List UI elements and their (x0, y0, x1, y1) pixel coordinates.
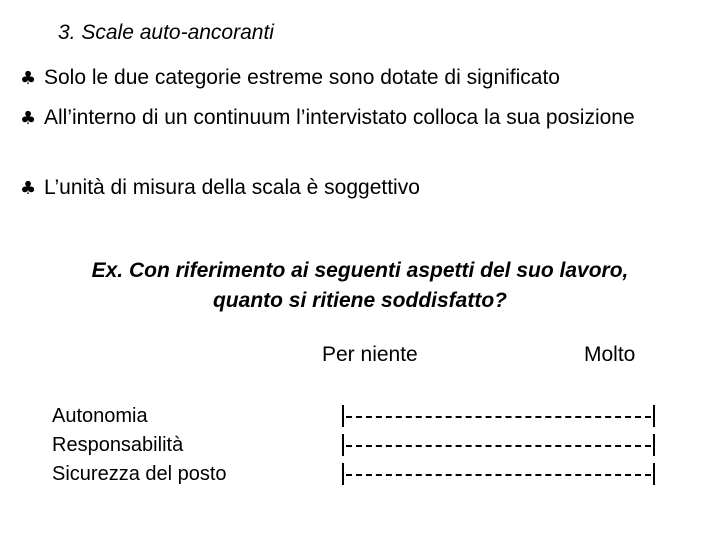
example-line-2: quanto si ritiene soddisfatto? (212, 289, 507, 312)
club-icon: ♣ (20, 68, 37, 89)
scale-right-bar (653, 405, 655, 427)
scale-high-label: Molto (584, 343, 636, 366)
scale-left-bar (342, 434, 344, 456)
bullet-text: All’interno di un continuum l’intervistato colloca la sua posizione (44, 106, 635, 129)
scale-right-bar (653, 434, 655, 456)
scale-line (342, 402, 655, 431)
club-icon: ♣ (20, 178, 37, 199)
bullet-item (20, 62, 700, 95)
example-question (20, 256, 700, 316)
item-label: Responsabilità (52, 434, 184, 456)
scale-line (342, 431, 655, 460)
example-line-1: Ex. Con riferimento ai seguenti aspetti del suo lavoro, (91, 259, 629, 282)
item-label: Autonomia (52, 405, 148, 427)
scale-low-label: Per niente (322, 343, 418, 366)
scale-dashed-line (346, 474, 651, 476)
bullet-text: L’unità di misura della scala è soggettivo (44, 176, 420, 199)
scale-line (342, 460, 655, 489)
scale-right-bar (653, 463, 655, 485)
scale-left-bar (342, 405, 344, 427)
item-list (52, 402, 227, 489)
slide-title: 3. Scale auto-ancoranti (58, 21, 274, 44)
bullet-text: Solo le due categorie estreme sono dotate di significato (44, 66, 560, 89)
scale-dashed-line (346, 416, 651, 418)
scale-lines (342, 402, 655, 489)
bullet-item (20, 172, 700, 205)
club-icon: ♣ (20, 108, 37, 129)
scale-dashed-line (346, 445, 651, 447)
item-label: Sicurezza del posto (52, 463, 227, 485)
scale-left-bar (342, 463, 344, 485)
bullet-item (20, 102, 700, 135)
